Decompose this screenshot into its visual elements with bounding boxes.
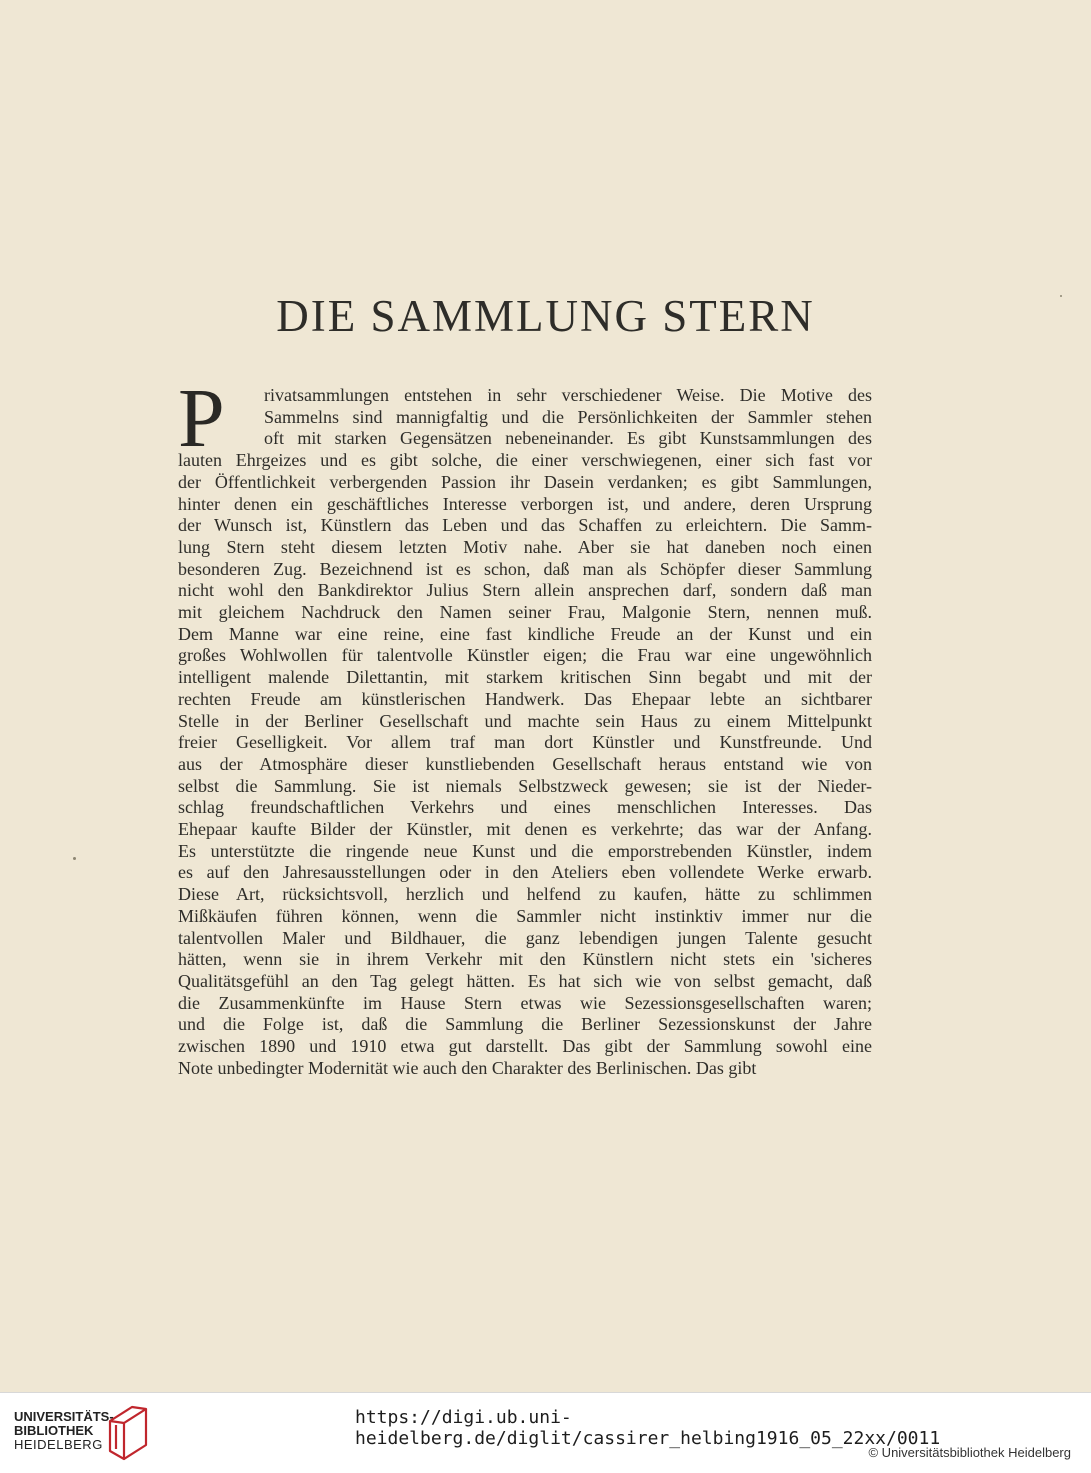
- text-line: Note unbedingter Modernität wie auch den Charakter des Berlinischen. Das gibt: [178, 1057, 757, 1078]
- text-line: aus der Atmosphäre dieser kunstliebenden Gesellschaft heraus entstand wie von: [178, 753, 872, 774]
- text-line: lung Stern steht diesem letzten Motiv nahe. Aber sie hat daneben noch einen: [178, 536, 872, 557]
- viewer-footer: [0, 1392, 1091, 1473]
- text-line: Qualitätsgefühl an den Tag gelegt hätten. Es hat sich wie von selbst gemacht, daß: [178, 970, 872, 991]
- text-line: hätten, wenn sie in ihrem Verkehr mit den Künstlern nicht stets ein 'sicheres: [178, 949, 872, 970]
- paper-speck: [73, 857, 76, 860]
- text-line: schlag freundschaftlichen Verkehrs und eines menschlichen Interesses. Das: [178, 797, 872, 818]
- page-title: DIE SAMMLUNG STERN: [276, 291, 815, 341]
- text-line: die Zusammenkünfte im Hause Stern etwas wie Sezessionsgesellschaften waren;: [178, 992, 872, 1013]
- text-line: Stelle in der Berliner Gesellschaft und machte sein Haus zu einem Mittelpunkt: [178, 710, 872, 731]
- copyright-notice: © Universitätsbibliothek Heidelberg: [868, 1445, 1071, 1460]
- library-logo[interactable]: [14, 1410, 114, 1452]
- text-line: Es unterstützte die ringende neue Kunst und die emporstrebenden Künstler, indem: [178, 840, 872, 861]
- drop-cap: P: [178, 372, 225, 465]
- text-line: zwischen 1890 und 1910 etwa gut darstellt. Das gibt der Sammlung sowohl eine: [178, 1036, 872, 1057]
- logo-line-3: HEIDELBERG: [14, 1437, 103, 1452]
- text-line: freier Geselligkeit. Vor allem traf man dort Künstler und Kunstfreunde. Und: [178, 732, 872, 753]
- text-line: rechten Freude am künstlerischen Handwerk. Das Ehepaar lebte an sichtbarer: [178, 688, 872, 709]
- text-line: lauten Ehrgeizes und es gibt solche, die einer verschwiegenen, einer sich fast vor: [178, 450, 872, 471]
- text-line: mit gleichem Nachdruck den Namen seiner Frau, Malgonie Stern, nennen muß.: [178, 602, 872, 623]
- text-line: Ehepaar kaufte Bilder der Künstler, mit denen es verkehrte; das war der Anfang.: [178, 819, 872, 840]
- paper-speck: [1060, 295, 1062, 297]
- text-line: Sammelns sind mannigfaltig und die Persönlichkeiten der Sammler stehen: [264, 406, 872, 427]
- text-line: es auf den Jahresausstellungen oder in den Ateliers eben vollendete Werke erwarb.: [178, 862, 872, 883]
- text-line: oft mit starken Gegensätzen nebeneinander. Es gibt Kunstsammlungen des: [264, 428, 872, 449]
- text-line: Dem Manne war eine reine, eine fast kindliche Freude an der Kunst und ein: [178, 623, 872, 644]
- text-line: selbst die Sammlung. Sie ist niemals Selbstzweck gewesen; sie ist der Nieder-: [178, 775, 872, 796]
- text-line: Mißkäufen führen können, wenn die Sammler nicht instinktiv immer nur die: [178, 905, 872, 926]
- library-logo-icon: [106, 1403, 152, 1461]
- body-text: [178, 372, 872, 1080]
- text-line: der Öffentlichkeit verbergenden Passion ihr Dasein verdanken; es gibt Sammlungen,: [178, 471, 872, 492]
- permalink-url[interactable]: https://digi.ub.uni-heidelberg.de/diglit/cassirer_helbing1916_05_22xx/0011: [355, 1407, 941, 1449]
- text-line: intelligent malende Dilettantin, mit starkem kritischen Sinn begabt und mit der: [178, 667, 872, 688]
- text-line: nicht wohl den Bankdirektor Julius Stern allein ansprechen darf, sondern daß man: [178, 580, 872, 601]
- text-line: hinter denen ein geschäftliches Interesse verborgen ist, und andere, deren Ursprung: [178, 493, 872, 514]
- text-line: großes Wohlwollen für talentvolle Künstler eigen; die Frau war eine ungewöhnlich: [178, 645, 872, 666]
- text-line: besonderen Zug. Bezeichnend ist es schon, daß man als Schöpfer dieser Sammlung: [178, 558, 872, 579]
- text-line: und die Folge ist, daß die Sammlung die Berliner Sezessionskunst der Jahre: [178, 1014, 872, 1035]
- text-line: rivatsammlungen entstehen in sehr verschiedener Weise. Die Motive des: [264, 385, 872, 405]
- logo-line-1: UNIVERSITÄTS-: [14, 1409, 114, 1424]
- logo-line-2: BIBLIOTHEK: [14, 1423, 94, 1438]
- text-line: Diese Art, rücksichtsvoll, herzlich und helfend zu kaufen, hätte zu schlimmen: [178, 884, 872, 905]
- text-line: talentvollen Maler und Bildhauer, die ganz lebendigen jungen Talente gesucht: [178, 927, 872, 948]
- text-line: der Wunsch ist, Künstlern das Leben und das Schaffen zu erleichtern. Die Samm-: [178, 515, 872, 536]
